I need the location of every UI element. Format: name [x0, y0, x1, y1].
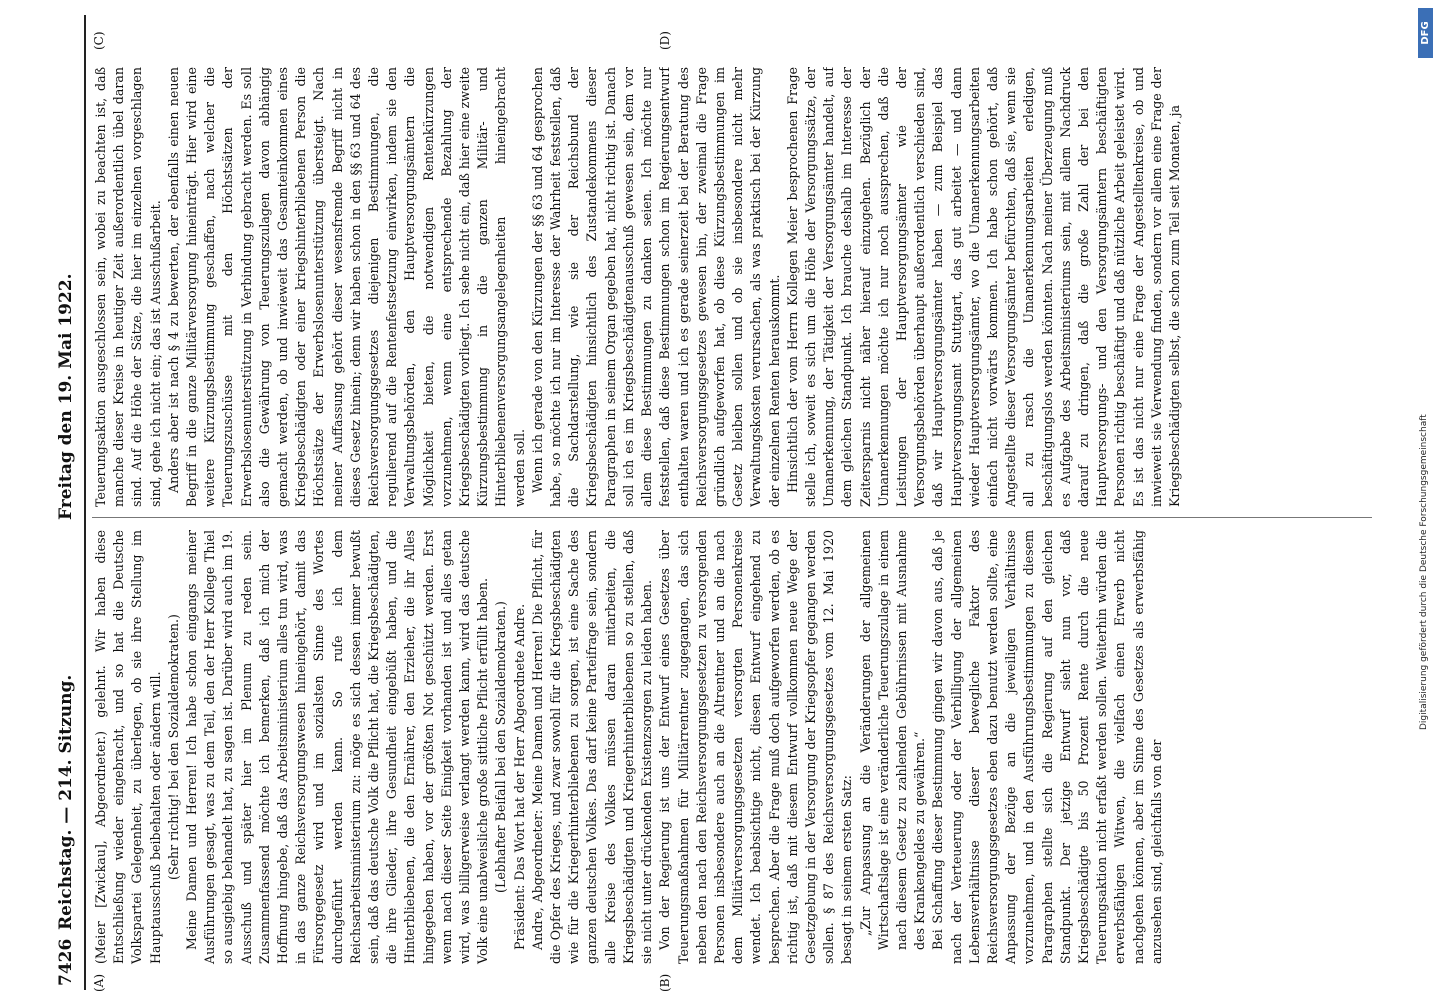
paragraph: Bei Schaffung dieser Bestimmung gingen wir davon aus, daß je nach der Verteuerung oder der Verbilligung der allgemeinen Lebensverhältnisse dieser bewegliche Faktor des Reichsversorgungsgesetzes eben dazu benutzt werden sollte, eine Anpassung der Bezüge an die jeweiligen Verhältnisse vorzunehmen, und in den Ausführungsbestimmungen zu diesem Paragraphen stellte sich die Regierung auf den gleichen Standpunkt. Der jetzige Entwurf sieht nun vor, daß Kriegsbeschädigte bis 50 Prozent Rente durch die neue Teuerungsaktion nicht erfaßt werden sollen. Weiterhin würden die erwerbsfähigen Witwen, die vielfach einen Erwerb nicht nachgehen können, aber im Sinne des Gesetzes als erwerbsfähig anzusehen sind, gleichfalls von der: [930, 530, 1164, 964]
paragraph: Von der Regierung ist uns der Entwurf eines Gesetzes über Teuerungsmaßnahmen für Militärrentner zugegangen, das sich neben den nach den Reichsversorgungsgesetzen zu versorgenden Personen insbesondere auch an die Altrentner und an die nach dem Militärversorgungsgesetzen versorgten Personenkreise wendet. Ich beabsichtige nicht, diesen Entwurf eingehend zu besprechen. Aber die Frage muß doch aufgeworfen werden, ob es richtig ist, daß mit diesem Entwurf vollkommen neue Wege der Gesetzgebung in der Versorgung der Kriegsopfer gegangen werden sollen. § 87 des Reichsversorgungsgesetzes vom 12. Mai 1920 besagt in seinem ersten Satz:: [657, 530, 855, 964]
quotation: „Zur Anpassung an die Veränderungen der allgemeinen Wirtschaftslage ist eine veränderliche Teuerungszulage in einem nach diesem Gesetz zu zahlenden Gebührnissen mit Ausnahme des Krankengeldes zu gewähren.“: [857, 530, 928, 950]
page-number: 7426: [56, 938, 76, 986]
paragraph: Hinsichtlich der vom Herrn Kollegen Meier besprochenen Frage stelle ich, soweit es sich um die Höhe der Versorgungssätze, der Umanerkennung, der Tätigkeit der Versorgungsämter handelt, auf dem gleichen Standpunkt. Ich brauche deshalb im Interesse der Zeitersparnis nicht näher hierauf einzugehen. Bezüglich der Umanerkennungen möchte ich nur noch aussprechen, daß die Leistungen der Hauptversorgungsämter wie der Versorgungsbehörden überhaupt außerordentlich verschieden sind, daß wir Hauptversorgungsämter haben — zum Beispiel das Hauptversorgungsamt Stuttgart, das gut arbeitet — und dann wieder Hauptversorgungsämter, wo die Umanerkennungsarbeiten einfach nicht vorwärts kommen. Ich habe schon gehört, daß Angestellte dieser Versorgungsämter befürchten, daß sie, wenn sie all zu rasch die Umanerkennungsarbeiten erledigen, beschäftigungslos werden könnten. Nach meiner Überzeugung muß es Aufgabe des Arbeitsministeriums sein, mit allem Nachdruck darauf zu dringen, daß die große Zahl der bei den Hauptversorgungs- und den Versorgungsämtern beschäftigten Personen richtig beschäftigt und daß nützliche Arbeit geleistet wird. Es ist das nicht nur eine Frage der Angestelltenkreise, ob und inwieweit sie Verwendung finden, sondern vor allem eine Frage der Kriegsbeschädigten selbst, die schon zum Teil seit Monaten, ja: [784, 67, 1182, 507]
page-header: [48, 15, 86, 990]
session-title: Reichstag. — 214. Sitzung.: [56, 674, 76, 930]
paragraph: Teuerungsaktion ausgeschlossen sein, wobei zu beachten ist, daß manche dieser Kreise in heutiger Zeit außerordentlich übel daran sind. Auf die Höhe der Sätze, die hier im einzelnen vorgeschlagen sind, gehe ich nicht ein; das ist Ausschußarbeit.: [93, 67, 163, 507]
interjection: (Lebhafter Beifall bei den Sozialdemokraten.): [493, 601, 509, 893]
sidebar-rotated: [1418, 0, 1434, 1000]
margin-mark-a: (A): [92, 973, 106, 992]
interjection: (Sehr richtig! bei den Sozialdemokraten.): [165, 614, 181, 880]
margin-mark-c: (C): [92, 31, 106, 50]
left-column: [92, 530, 1372, 990]
paragraph: Wenn ich gerade von den Kürzungen der §§ 63 und 64 gesprochen habe, so möchte ich nur im Interesse der Wahrheit feststellen, daß die Sachdarstellung, wie sie der Reichsbund der Kriegsbeschädigten hinsichtlich des Zustandekommens dieser Paragraphen in seinem Organ gegeben hat, nicht richtig ist. Danach soll ich es im Kriegsbeschädigtenausschuß gewesen sein, dem vor allem diese Bestimmungen zu danken seien. Ich möchte nur feststellen, daß diese Bestimmungen schon im Regierungsentwurf enthalten waren und ich es gerade seinerzeit bei der Beratung des Reichsversorgungsgesetzes gewesen bin, der zweimal die Frage gründlich aufgeworfen hat, ob diese Kürzungsbestimmungen im Gesetz bleiben sollen und ob sie insbesondere nicht mehr Verwaltungskosten verursachen, als was praktisch bei der Kürzung der einzelnen Renten herauskommt.: [529, 67, 782, 507]
session-date: Freitag den 19. Mai 1922.: [56, 273, 76, 520]
column-separator: [92, 517, 1372, 518]
digitization-sidebar: [1418, 0, 1434, 1000]
right-column: [92, 67, 1372, 507]
funding-note: Digitalisierung gefördert durch die Deutsche Forschungsgemeinschaft: [1419, 414, 1429, 730]
document-page: [48, 15, 1393, 990]
margin-mark-b: (B): [658, 973, 672, 992]
dfg-logo: DFG: [1418, 8, 1433, 58]
margin-mark-d: (D): [658, 31, 672, 50]
paragraph: (Meier [Zwickau], Abgeordneter.) gelehnt. Wir haben diese Entschließung wieder eingebracht, und so hat die Deutsche Volkspartei Gelegenheit, zu überlegen, ob sie ihre Stellung im Hauptausschuß beibehalten oder ändern will.: [93, 530, 163, 964]
paragraph: Meine Damen und Herren! Ich habe schon eingangs meiner Ausführungen gesagt, was zu dem Teil, den der Herr Kollege Thiel so ausgiebig behandelt hat, zu sagen ist. Darüber wird auch im 19. Ausschuß und später hier im Plenum zu reden sein. Zusammenfassend möchte ich bemerken, daß ich mich der Hoffnung hingebe, daß das Arbeitsministerium alles tun wird, was in das ganze Reichsversorgungswesen hineingehört, damit das Fürsorgegesetz wird und im sozialsten Sinne des Wortes durchgeführt werden kann. So rufe ich dem Reichsarbeitsministerium zu: möge es sich dessen immer bewußt sein, daß das deutsche Volk die Pflicht hat, die Kriegsbeschädigten, die ihre Glieder, ihre Gesundheit eingebüßt haben, und die Hinterbliebenen, die den Ernährer, den Erzieher, die ihr Alles hingegeben haben, vor der größten Not geschützt werden. Erst wenn nach dieser Seite Einigkeit vorhanden ist und alles getan wird, was billigerweise verlangt werden kann, wird das deutsche Volk eine unabweisliche große sittliche Pflicht erfüllt haben.: [184, 530, 491, 964]
speaker-paragraph: Andre, Abgeordneter: Meine Damen und Herren! Die Pflicht, für die Opfer des Krieges, und zwar sowohl für die Kriegsbeschädigten wie für die Kriegerhinterbliebenen zu sorgen, ist eine Sache des ganzen deutschen Volkes. Das darf keine Parteifrage sein, sondern alle Kreise des Volkes müssen daran mitarbeiten, die Kriegsbeschädigten und Kriegerhinterbliebenen so zu stellen, daß sie nicht unter drückenden Existenzsorgen zu leiden haben.: [529, 530, 655, 964]
paragraph: Anders aber ist nach § 4 zu bewerten, der ebenfalls einen neuen Begriff in die ganze Militärversorgung hineinträgt. Hier wird eine weitere Kürzungsbestimmung geschaffen, nach welcher die Teuerungszuschüsse mit den Höchstsätzen der Erwerbslosenunterstützung in Verbindung gebracht werden. Es soll also die Gewährung von Teuerungszulagen davon abhängig gemacht werden, ob und inwieweit das Gesamteinkommen eines Kriegsbeschädigten oder einer kriegshinterbliebenen Person die Höchstsätze der Erwerbslosenunterstützung übersteigt. Nach meiner Auffassung gehört dieser wesensfremde Begriff nicht in dieses Gesetz hinein; denn wir haben schon in den §§ 63 und 64 des Reichsversorgungsgesetzes diejenigen Bestimmungen, die regulierend auf die Rentenfestsetzung einwirken, indem sie den Verwaltungsbehörden, den Hauptversorgungsämtern die Möglichkeit bieten, die notwendigen Rentenkürzungen vorzunehmen, wenn eine entsprechende Bezahlung der Kriegsbeschädigten vorliegt. Ich sehe nicht ein, daß hier eine zweite Kürzungsbestimmung in die ganzen Militär- und Hinterbliebenenversorgungsangelegenheiten hineingebracht werden soll.: [165, 67, 527, 507]
speaker-paragraph: Präsident: Das Wort hat der Herr Abgeordnete Andre.: [511, 603, 527, 950]
